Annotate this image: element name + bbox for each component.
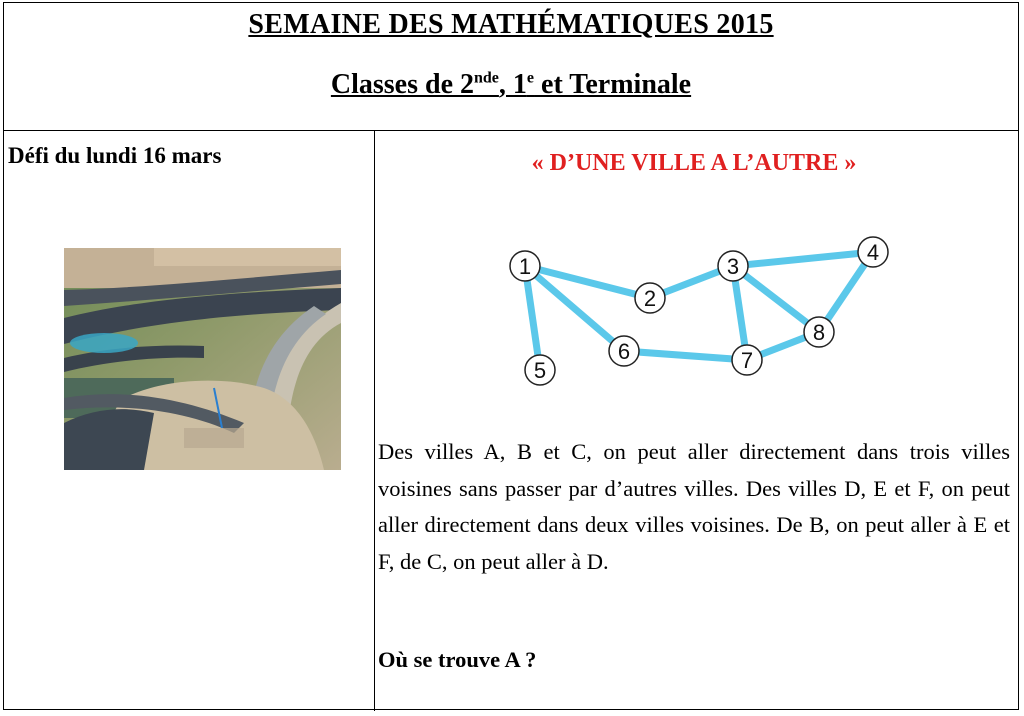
city-node-3 <box>718 251 748 281</box>
subtitle-suffix: et Terminale <box>534 69 692 100</box>
city-node-4 <box>858 237 888 267</box>
road-3-8 <box>733 266 819 332</box>
subtitle-prefix: Classes de 2 <box>330 69 474 100</box>
road-1-5 <box>525 266 540 370</box>
defi-date: Défi du lundi 16 mars <box>8 143 222 168</box>
header <box>4 3 1018 131</box>
city-node-6 <box>609 336 639 366</box>
subtitle-middle: , 1 <box>498 69 527 100</box>
question: Où se trouve A ? <box>378 647 537 672</box>
page-title: SEMAINE DES MATHÉMATIQUES 2015 <box>248 9 774 40</box>
aerial-road-photo <box>64 248 341 470</box>
city-node-1 <box>510 251 540 281</box>
city-node-label: 8 <box>812 320 826 345</box>
challenge-title: « D’UNE VILLE A L’AUTRE » <box>531 150 857 176</box>
city-node-label: 1 <box>518 254 532 279</box>
road-6-7 <box>624 351 747 360</box>
subtitle-sup-nde: nde <box>474 69 499 87</box>
city-node-2 <box>635 283 665 313</box>
city-node-label: 4 <box>866 240 880 265</box>
city-node-label: 3 <box>726 254 740 279</box>
page-subtitle <box>4 69 1018 101</box>
city-node-label: 7 <box>740 348 754 373</box>
city-node-8 <box>804 317 834 347</box>
road-3-4 <box>733 252 873 266</box>
problem-text: Des villes A, B et C, on peut aller directement dans trois villes voisines sans passer par d’autres villes. Des villes D, E et F, on peut aller directement dans deux villes voisines. De B, on peut aller à E et F, de C, on peut aller à D. <box>378 439 1010 574</box>
city-node-label: 6 <box>617 339 631 364</box>
city-graph <box>490 228 910 398</box>
subtitle-sup-e: e <box>526 69 535 87</box>
city-node-label: 2 <box>643 286 657 311</box>
city-node-label: 5 <box>533 358 547 383</box>
city-node-7 <box>732 345 762 375</box>
city-node-5 <box>525 355 555 385</box>
column-divider <box>374 131 375 711</box>
